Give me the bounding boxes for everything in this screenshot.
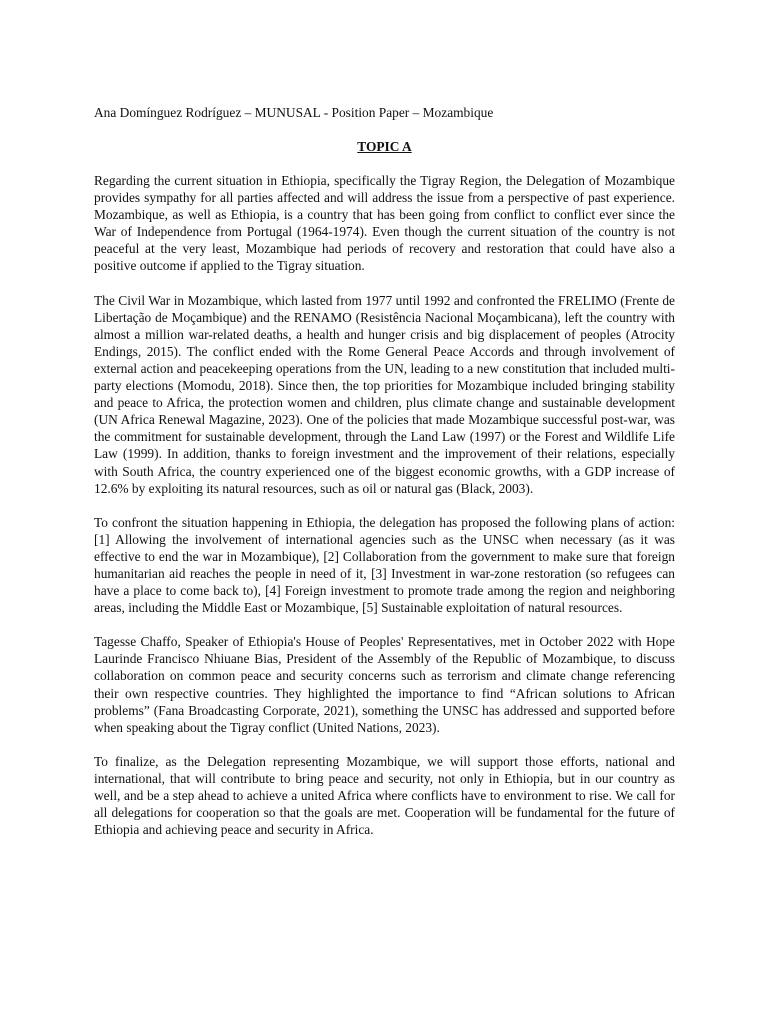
document-header: Ana Domínguez Rodríguez – MUNUSAL - Position Paper – Mozambique	[94, 105, 494, 120]
topic-title: TOPIC A	[357, 139, 412, 154]
paragraph-civil-war: The Civil War in Mozambique, which lasted from 1977 until 1992 and confronted the FRELIMO (Frente de Libertação de Moçambique) and the RENAMO (Resistência Nacional Moçambicana), left the country with almost a million war-related deaths, a health and hunger crisis and big displacement of peoples (Atrocity Endings, 2015). The conflict ended with the Rome General Peace Accords and through involvement of external action and peacekeeping operations from the UN, leading to a new constitution that included multi-party elections (Momodu, 2018). Since then, the top priorities for Mozambique included bringing stability and peace to Africa, the protection women and children, plus climate change and sustainable development (UN Africa Renewal Magazine, 2023). One of the policies that made Mozambique successful post-war, was the commitment for sustainable development, through the Land Law (1997) or the Forest and Wildlife Life Law (1999). In addition, thanks to foreign investment and the improvement of their relations, especially with South Africa, the country experienced one of the biggest economic growths, with a GDP increase of 12.6% by exploiting its natural resources, such as oil or natural gas (Black, 2003).	[94, 292, 675, 496]
paragraph-bilateral-meeting: Tagesse Chaffo, Speaker of Ethiopia's House of Peoples' Representatives, met in October 2022 with Hope Laurinde Francisco Nhiuane Bias, President of the Assembly of the Republic of Mozambique, to discuss collaboration on common peace and security concerns such as terrorism and climate change referencing their own respective countries. They highlighted the importance to find “African solutions to African problems” (Fana Broadcasting Corporate, 2021), something the UNSC has addressed and supported before when speaking about the Tigray conflict (United Nations, 2023).	[94, 634, 675, 735]
paragraph-intro: Regarding the current situation in Ethiopia, specifically the Tigray Region, the Delegation of Mozambique provides sympathy for all parties affected and will address the issue from a perspective of past experience. Mozambique, as well as Ethiopia, is a country that has been going from conflict to conflict ever since the War of Independence from Portugal (1964-1974). Even though the current situation of the country is not peaceful at the very least, Mozambique had periods of recovery and restoration that could have also a positive outcome if applied to the Tigray situation.	[94, 173, 675, 274]
paragraph-conclusion: To finalize, as the Delegation representing Mozambique, we will support those efforts, national and international, that will contribute to bring peace and security, not only in Ethiopia, but in our country as well, and be a step ahead to achieve a united Africa where conflicts have to environment to rise. We call for all delegations for cooperation so that the goals are met. Cooperation will be fundamental for the future of Ethiopia and achieving peace and security in Africa.	[94, 753, 675, 838]
paragraph-plans-of-action: To confront the situation happening in Ethiopia, the delegation has proposed the following plans of action: [1] Allowing the involvement of international agencies such as the UNSC when necessary (as it was effective to end the war in Mozambique), [2] Collaboration from the government to make sure that foreign humanitarian aid reaches the people in need of it, [3] Investment in war-zone restoration (so refugees can have a place to come back to), [4] Foreign investment to promote trade among the region and neighboring areas, including the Middle East or Mozambique, [5] Sustainable exploitation of natural resources.	[94, 514, 675, 616]
document-page	[94, 104, 675, 855]
